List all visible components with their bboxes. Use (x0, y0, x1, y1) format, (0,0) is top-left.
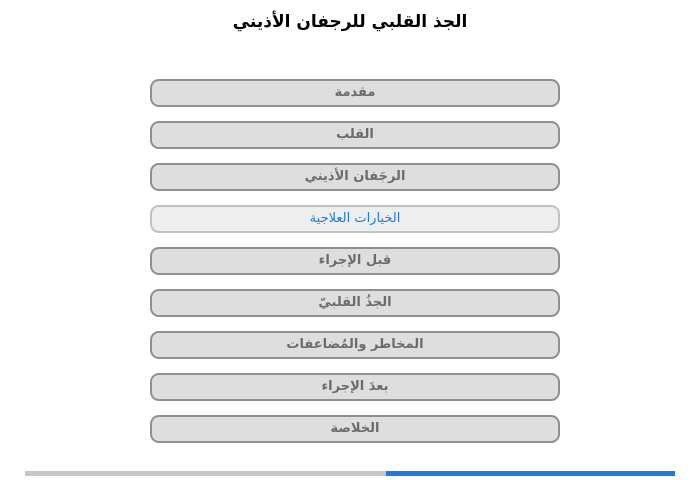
menu-item-summary[interactable]: الخلاصة (150, 415, 560, 443)
page-title: الجذ القلبي للرجفان الأذيني (232, 12, 468, 32)
progress-bar-fill (386, 471, 675, 476)
menu-item-after-procedure[interactable]: بعدَ الإجراء (150, 373, 560, 401)
menu-item-risks-complications[interactable]: المخاطر والمُضاعفات (150, 331, 560, 359)
menu-item-cardiac-ablation[interactable]: الجذُ القلبيّ (150, 289, 560, 317)
progress-bar (25, 471, 675, 476)
chapter-menu (150, 79, 560, 457)
menu-item-treatment-options[interactable]: الخيارات العلاجية (150, 205, 560, 233)
menu-item-before-procedure[interactable]: قبل الإجراء (150, 247, 560, 275)
menu-item-introduction[interactable]: مقدمة (150, 79, 560, 107)
menu-item-heart[interactable]: القلب (150, 121, 560, 149)
menu-item-atrial-fibrillation[interactable]: الرجَفان الأذيني (150, 163, 560, 191)
